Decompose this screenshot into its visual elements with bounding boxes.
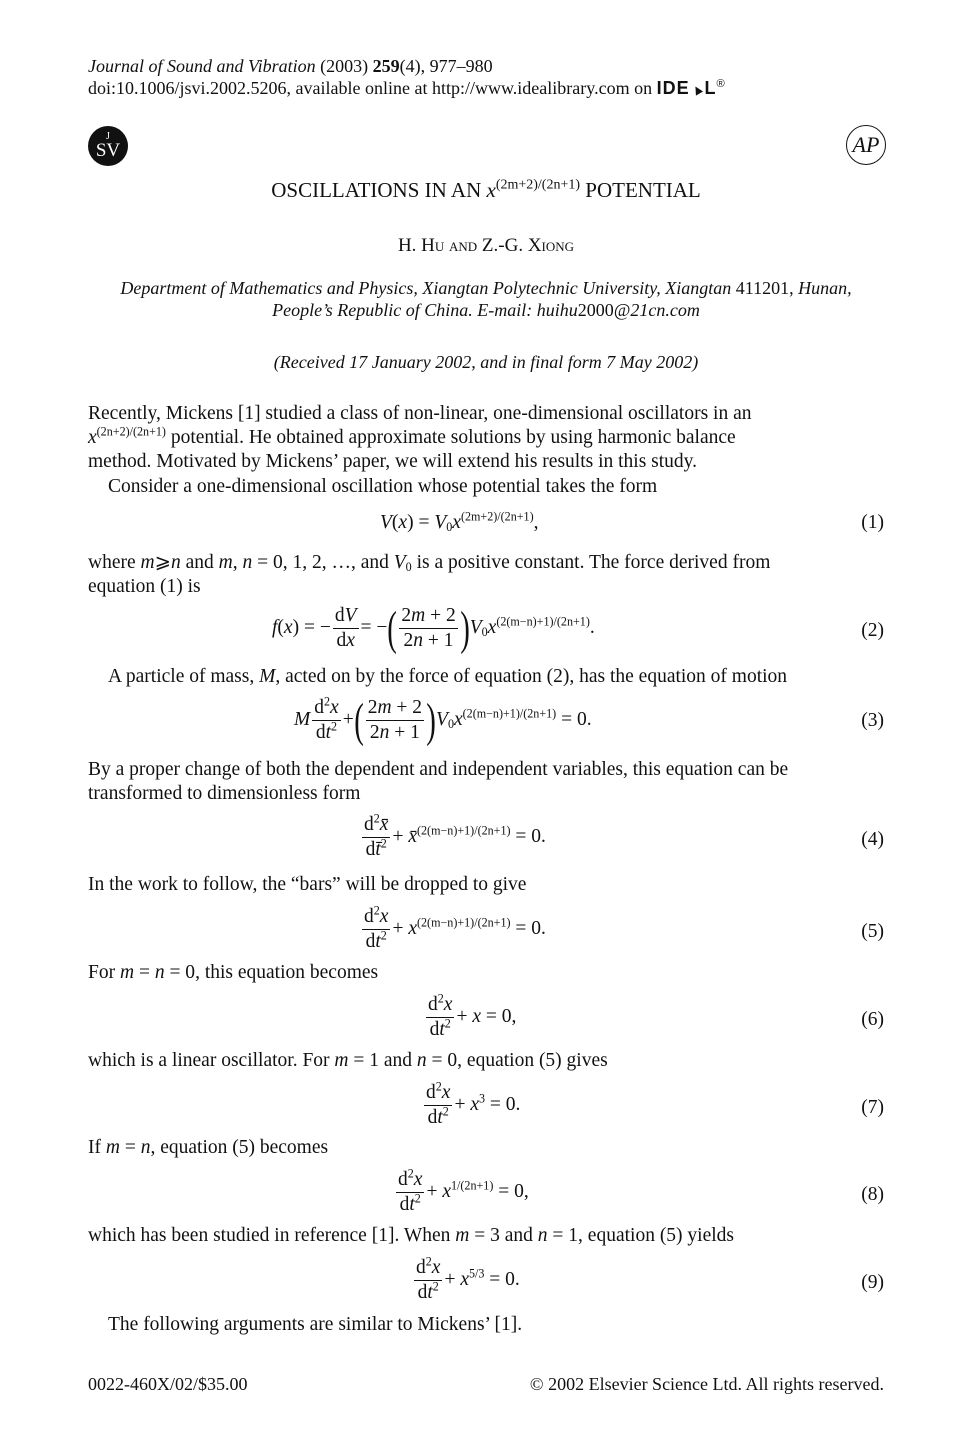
journal-year: (2003) [320, 56, 369, 76]
paragraph-consider: Consider a one-dimensional oscillation whose potential takes the form [108, 476, 658, 497]
journal-volume: 259 [372, 56, 400, 76]
journal-issue-pages: (4), 977–980 [399, 56, 493, 76]
received-dates: (Received 17 January 2002, and in final form 7 May 2002) [273, 352, 699, 372]
footer-copyright: © 2002 Elsevier Science Ltd. All rights reserved. [529, 1374, 884, 1394]
paragraph-following: The following arguments are similar to Mickens’ [1]. [108, 1314, 523, 1335]
journal-name: Journal of Sound and Vibration [88, 56, 316, 76]
paper-title: OSCILLATIONS IN AN $x^{(2m+2)/(2n+1)}$ POTENTIAL [271, 177, 701, 202]
footer-issn: 0022-460X/02/$35.00 [88, 1374, 248, 1394]
ap-publisher-logo: AP [846, 125, 886, 165]
journal-citation [88, 56, 884, 77]
paragraph-m-equals-n: If m = n, equation (5) becomes [88, 1137, 329, 1158]
intro-paragraph: Recently, Mickens [1] studied a class of non-linear, one-dimensional oscillators in an $x^{(2n+2)/(2n+1)}$ potential. He obtained approximate solutions by using harmonic balance method. Motivated by Mickens’ paper, we will extend his results in this study. [88, 403, 752, 472]
paragraph-change-variables: By a proper change of both the dependent and independent variables, this equation can be transformed to dimensionless form [88, 759, 789, 804]
paragraph-linear-oscillator: which is a linear oscillator. For m = 1 and n = 0, equation (5) gives [88, 1050, 608, 1071]
paragraph-reference: which has been studied in reference [1]. When m = 3 and n = 1, equation (5) yields [88, 1225, 735, 1246]
paragraph-bars: In the work to follow, the “bars” will be dropped to give [88, 874, 527, 895]
paragraph-m-n-zero: For m = n = 0, this equation becomes [88, 962, 379, 983]
doi-text: doi:10.1006/jsvi.2002.5206, available online at http://www.idealibrary.com on [88, 78, 653, 98]
authors: H. Hu and Z.-G. Xiong [397, 235, 575, 256]
doi-line [88, 78, 884, 99]
ideal-arrow-icon: ▲ [686, 78, 708, 100]
ideal-logo: IDE▲L® [656, 78, 726, 100]
paragraph-particle: A particle of mass, M, acted on by the force of equation (2), has the equation of motion [108, 666, 788, 687]
sv-journal-logo: J SV [88, 126, 128, 166]
affiliation: Department of Mathematics and Physics, Xiangtan Polytechnic University, Xiangtan 411201, Hunan, People’s Republic of China. E-mail: huihu2000@21cn.com [120, 278, 852, 320]
paragraph-where: where m⩾n and m, n = 0, 1, 2, …, and $V_0$ is a positive constant. The force derived from equation (1) is [88, 552, 771, 597]
